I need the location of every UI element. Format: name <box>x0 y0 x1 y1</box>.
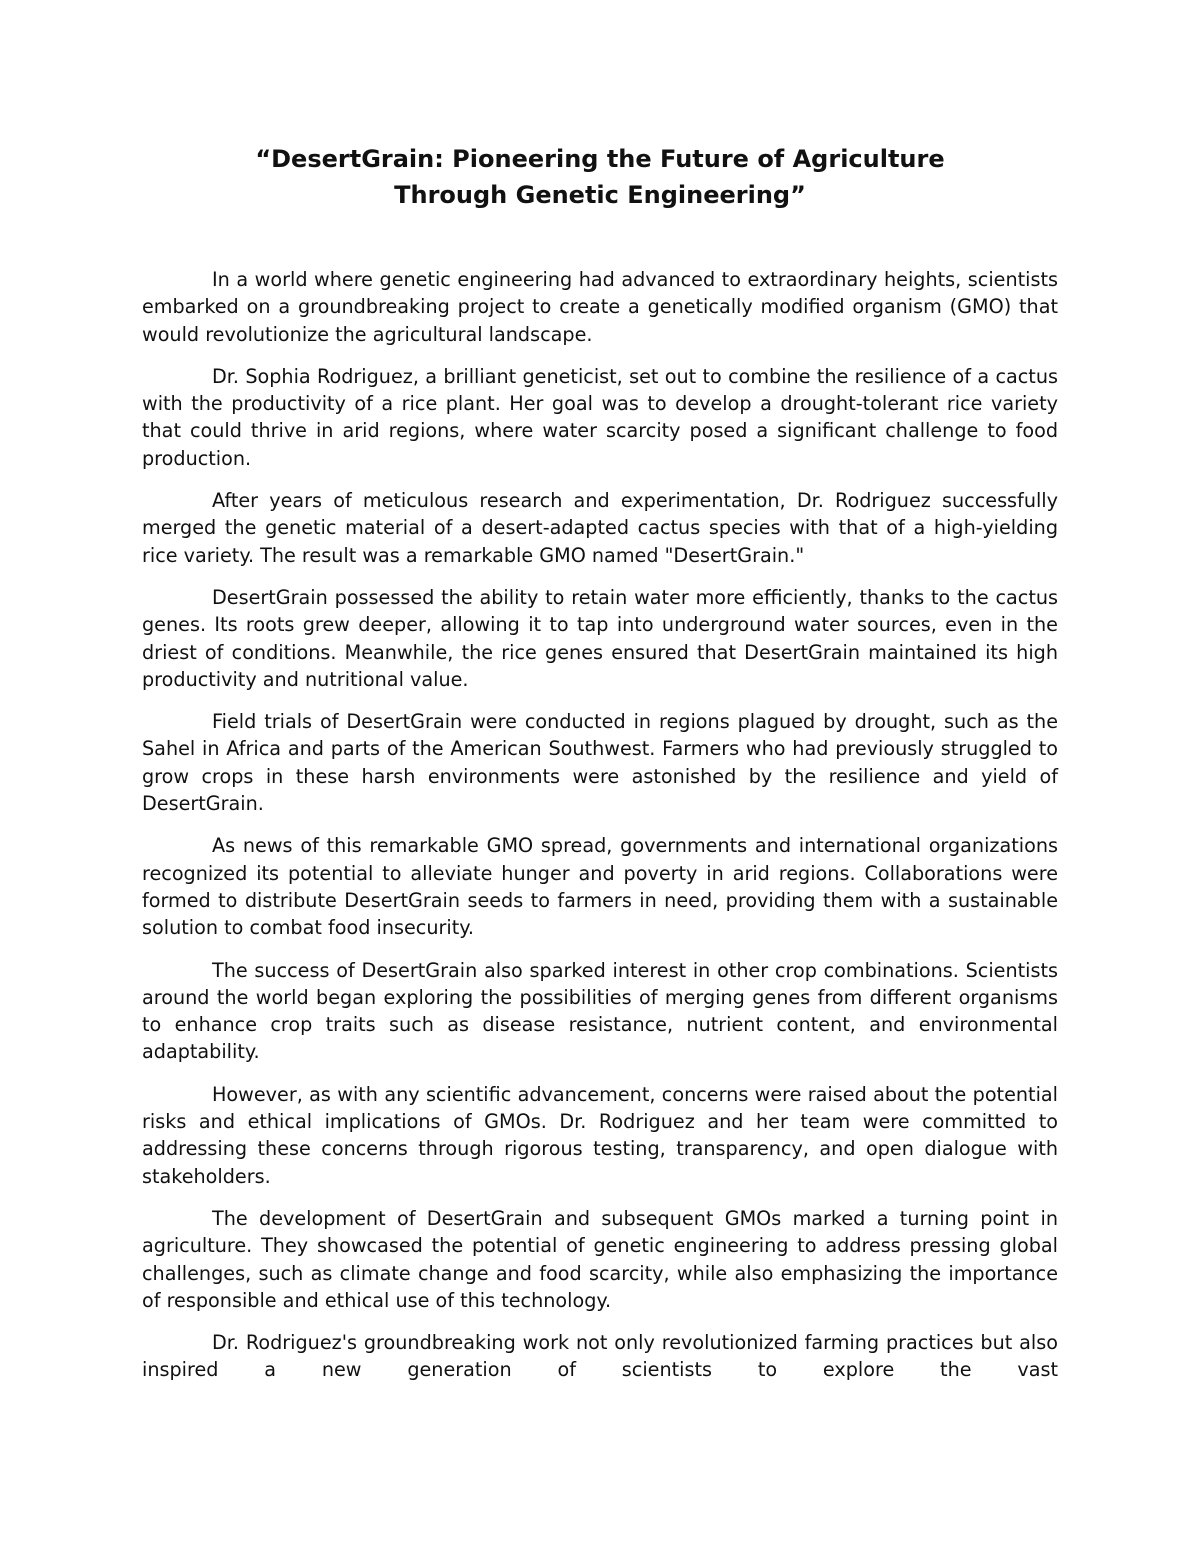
paragraph-9: The development of DesertGrain and subsequent GMOs marked a turning point in agriculture. They showcased the potential of genetic engineering to address pressing global challenges, such as climate change and food scarcity, while also emphasizing the importance of responsible and ethical use of this technology. <box>142 1206 1058 1312</box>
paragraph-1: In a world where genetic engineering had advanced to extraordinary heights, scientists embarked on a groundbreaking project to create a genetically modified organism (GMO) that would revolutionize the agricultural landscape. <box>142 268 1058 346</box>
paragraph-7: The success of DesertGrain also sparked interest in other crop combinations. Scientists around the world began exploring the possibilities of merging genes from different organisms to enhance crop traits such as disease resistance, nutrient content, and environmental adaptability. <box>142 958 1058 1064</box>
paragraph-5: Field trials of DesertGrain were conducted in regions plagued by drought, such as the Sahel in Africa and parts of the American Southwest. Farmers who had previously struggled to grow crops in these harsh environments were astonished by the resilience and yield of DesertGrain. <box>142 710 1058 816</box>
paragraph-3: After years of meticulous research and experimentation, Dr. Rodriguez successfully merged the genetic material of a desert-adapted cactus species with that of a high-yielding rice variety. The result was a remarkable GMO named "DesertGrain." <box>142 489 1058 567</box>
paragraph-2: Dr. Sophia Rodriguez, a brilliant geneticist, set out to combine the resilience of a cactus with the productivity of a rice plant. Her goal was to develop a drought-tolerant rice variety that could thrive in arid regions, where water scarcity posed a significant challenge to food production. <box>142 364 1058 470</box>
paragraph-4: DesertGrain possessed the ability to retain water more efficiently, thanks to the cactus genes. Its roots grew deeper, allowing it to tap into underground water sources, even in the driest of conditions. Meanwhile, the rice genes ensured that DesertGrain maintained its high productivity and nutritional value. <box>142 585 1058 691</box>
title-line-1: “DesertGrain: Pioneering the Future of Agriculture <box>255 145 945 173</box>
document-title <box>142 141 1058 213</box>
paragraph-8: However, as with any scientific advancement, concerns were raised about the potential risks and ethical implications of GMOs. Dr. Rodriguez and her team were committed to addressing these concerns through rigorous testing, transparency, and open dialogue with stakeholders. <box>142 1082 1058 1188</box>
paragraph-10: Dr. Rodriguez's groundbreaking work not only revolutionized farming practices but also inspired a new generation of scientists to explore the vast <box>142 1331 1058 1382</box>
document-body <box>142 266 1058 1384</box>
paragraph-6: As news of this remarkable GMO spread, governments and international organizations recognized its potential to alleviate hunger and poverty in arid regions. Collaborations were formed to distribute DesertGrain seeds to farmers in need, providing them with a sustainable solution to combat food insecurity. <box>142 834 1058 940</box>
title-line-2: Through Genetic Engineering” <box>394 181 806 209</box>
